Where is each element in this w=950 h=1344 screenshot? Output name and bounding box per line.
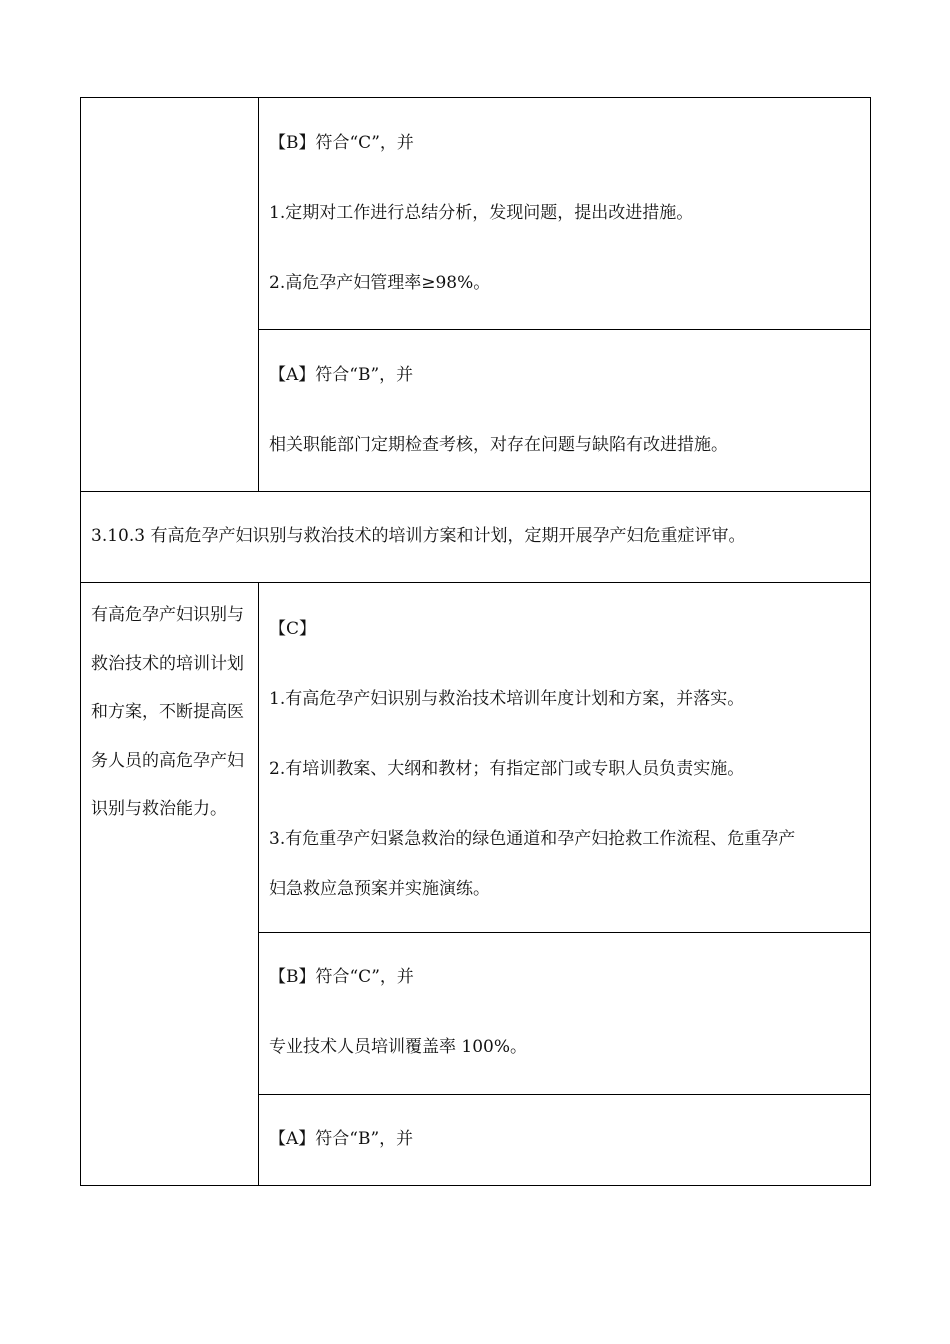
grade-c-item-2: 2.有培训教案、大纲和教材；有指定部门或专职人员负责实施。 (269, 759, 745, 779)
table-row (81, 583, 871, 933)
grade-c-item-1: 1.有高危孕产妇识别与救治技术培训年度计划和方案，并落实。 (269, 689, 745, 709)
grade-c-item-3-line-1: 3.有危重孕产妇紧急救治的绿色通道和孕产妇抢救工作流程、危重孕产 (269, 829, 796, 849)
grade-b-item-1: 1.定期对工作进行总结分析，发现问题，提出改进措施。 (269, 203, 694, 223)
standards-table (80, 97, 871, 1186)
grade-c-cell (259, 583, 871, 933)
clause-cell (81, 492, 871, 583)
left-description-cell (81, 583, 259, 1186)
grade-c-heading: 【C】 (269, 619, 317, 639)
grade-b-heading: 【B】符合“C”，并 (269, 133, 414, 153)
grade-a2-heading: 【A】符合“B”，并 (269, 1129, 414, 1149)
grade-a-item-1: 相关职能部门定期检查考核，对存在问题与缺陷有改进措施。 (269, 435, 728, 455)
grade-b-item-2: 2.高危孕产妇管理率≥98%。 (269, 273, 491, 293)
table-row (81, 492, 871, 583)
grade-b2-item-1: 专业技术人员培训覆盖率 100%。 (269, 1037, 528, 1057)
grade-b2-heading: 【B】符合“C”，并 (269, 967, 414, 987)
grade-a2-cell (259, 1095, 871, 1186)
table-row (81, 98, 871, 330)
grade-b-cell (259, 98, 871, 330)
grade-c-item-3-line-2: 妇急救应急预案并实施演练。 (269, 879, 490, 899)
grade-a-cell (259, 330, 871, 492)
grade-c-item-3 (269, 827, 860, 901)
grade-a-heading: 【A】符合“B”，并 (269, 365, 414, 385)
grade-b2-cell (259, 933, 871, 1095)
left-description-text: 有高危孕产妇识别与救治技术的培训计划和方案，不断提高医务人员的高危孕产妇识别与救治能力。 (91, 605, 244, 819)
left-empty-cell (81, 98, 259, 492)
clause-text: 3.10.3 有高危孕产妇识别与救治技术的培训方案和计划，定期开展孕产妇危重症评审。 (91, 526, 746, 546)
